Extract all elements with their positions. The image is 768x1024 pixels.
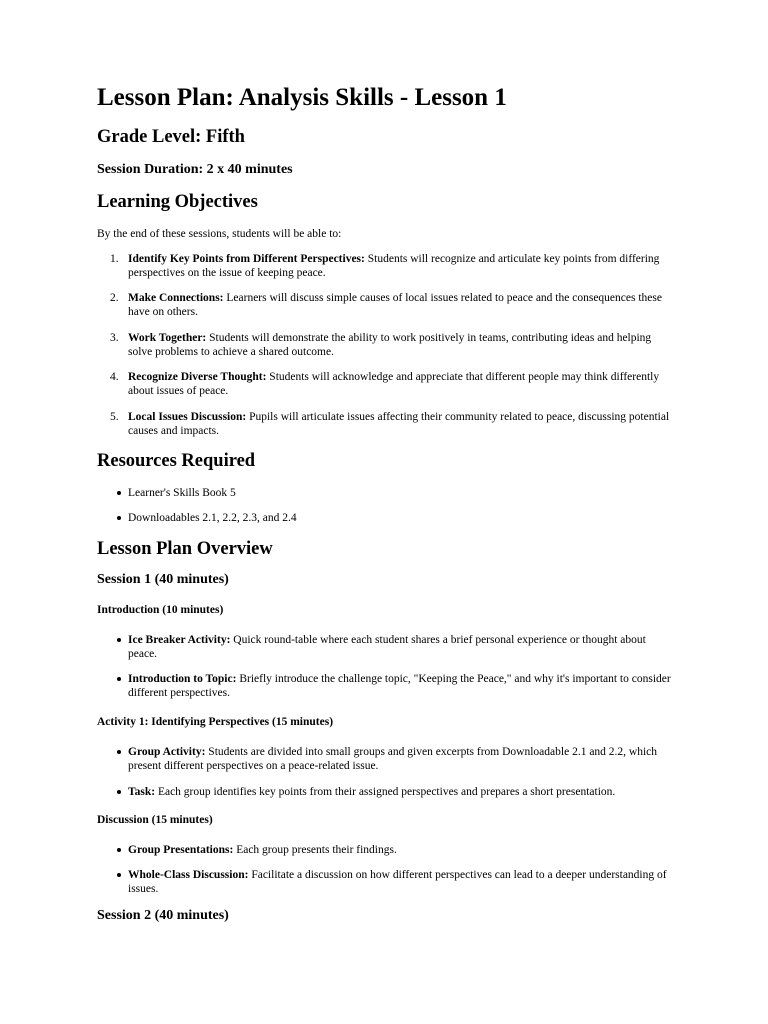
bullet-icon [117, 873, 121, 877]
item-text: Students will recognize and articulate key points from differing perspectives on the issue of keeping peace. [128, 253, 660, 279]
bullet-icon [117, 677, 121, 681]
list-item [110, 331, 673, 359]
item-label: Recognize Diverse Thought: [128, 371, 267, 383]
item-text: Facilitate a discussion on how different perspectives can lead to a deeper understanding of issues. [128, 869, 667, 895]
list-item [128, 633, 673, 661]
activity-1-heading: Activity 1: Identifying Perspectives (15 minutes) [97, 716, 334, 728]
item-text: Students will demonstrate the ability to work positively in teams, contributing ideas and helping solve problems to achieve a shared outcome. [128, 332, 652, 358]
objectives-heading: Learning Objectives [97, 192, 258, 212]
item-label: Whole-Class Discussion: [128, 869, 249, 881]
list-number: 1. [110, 253, 119, 265]
list-item [128, 511, 673, 525]
resources-heading: Resources Required [97, 451, 256, 471]
item-text: Briefly introduce the challenge topic, "Keeping the Peace," and why it's important to consider different perspectives. [128, 673, 671, 699]
list-number: 5. [110, 411, 119, 423]
item-text: Students will acknowledge and appreciate that different people may think differently about issues of peace. [128, 371, 660, 397]
list-item [110, 370, 673, 398]
item-label: Local Issues Discussion: [128, 411, 247, 423]
bullet-icon [117, 848, 121, 852]
item-label: Work Together: [128, 332, 207, 344]
list-item [128, 745, 673, 773]
item-text: Quick round-table where each student shares a brief personal experience or thought about peace. [128, 634, 646, 660]
bullet-icon [117, 638, 121, 642]
item-label: Identify Key Points from Different Perspectives: [128, 253, 365, 265]
item-text: Each group identifies key points from their assigned perspectives and prepares a short presentation. [155, 786, 616, 798]
list-item [128, 672, 673, 700]
list-number: 3. [110, 332, 119, 344]
page-title: Lesson Plan: Analysis Skills - Lesson 1 [97, 84, 507, 111]
list-item [128, 785, 673, 799]
session-1-heading: Session 1 (40 minutes) [97, 572, 229, 587]
item-text: Learners will discuss simple causes of local issues related to peace and the consequences these have on others. [128, 292, 662, 318]
item-text: Each group presents their findings. [233, 844, 397, 856]
item-text: Downloadables 2.1, 2.2, 2.3, and 2.4 [128, 512, 297, 524]
list-item [110, 252, 673, 280]
bullet-icon [117, 491, 121, 495]
objectives-intro: By the end of these sessions, students will be able to: [97, 228, 342, 240]
list-number: 4. [110, 371, 119, 383]
item-text: Pupils will articulate issues affecting their community related to peace, discussing potential causes and impacts. [128, 411, 670, 437]
item-label: Introduction to Topic: [128, 673, 237, 685]
introduction-heading: Introduction (10 minutes) [97, 604, 224, 616]
item-text: Learner's Skills Book 5 [128, 487, 236, 499]
list-item [110, 410, 673, 438]
item-text: Students are divided into small groups and given excerpts from Downloadable 2.1 and 2.2, which present different perspectives on a peace-related issue. [128, 746, 658, 772]
list-item [128, 486, 673, 500]
overview-heading: Lesson Plan Overview [97, 539, 273, 559]
discussion-heading: Discussion (15 minutes) [97, 814, 213, 826]
item-label: Group Presentations: [128, 844, 234, 856]
session-2-heading: Session 2 (40 minutes) [97, 908, 229, 923]
item-label: Ice Breaker Activity: [128, 634, 231, 646]
grade-level-heading: Grade Level: Fifth [97, 127, 245, 147]
item-label: Make Connections: [128, 292, 224, 304]
list-item [128, 868, 673, 896]
item-label: Task: [128, 786, 156, 798]
list-number: 2. [110, 292, 119, 304]
list-item [110, 291, 673, 319]
bullet-icon [117, 750, 121, 754]
item-label: Group Activity: [128, 746, 206, 758]
bullet-icon [117, 790, 121, 794]
list-item [128, 843, 673, 857]
bullet-icon [117, 516, 121, 520]
session-duration-heading: Session Duration: 2 x 40 minutes [97, 162, 293, 177]
